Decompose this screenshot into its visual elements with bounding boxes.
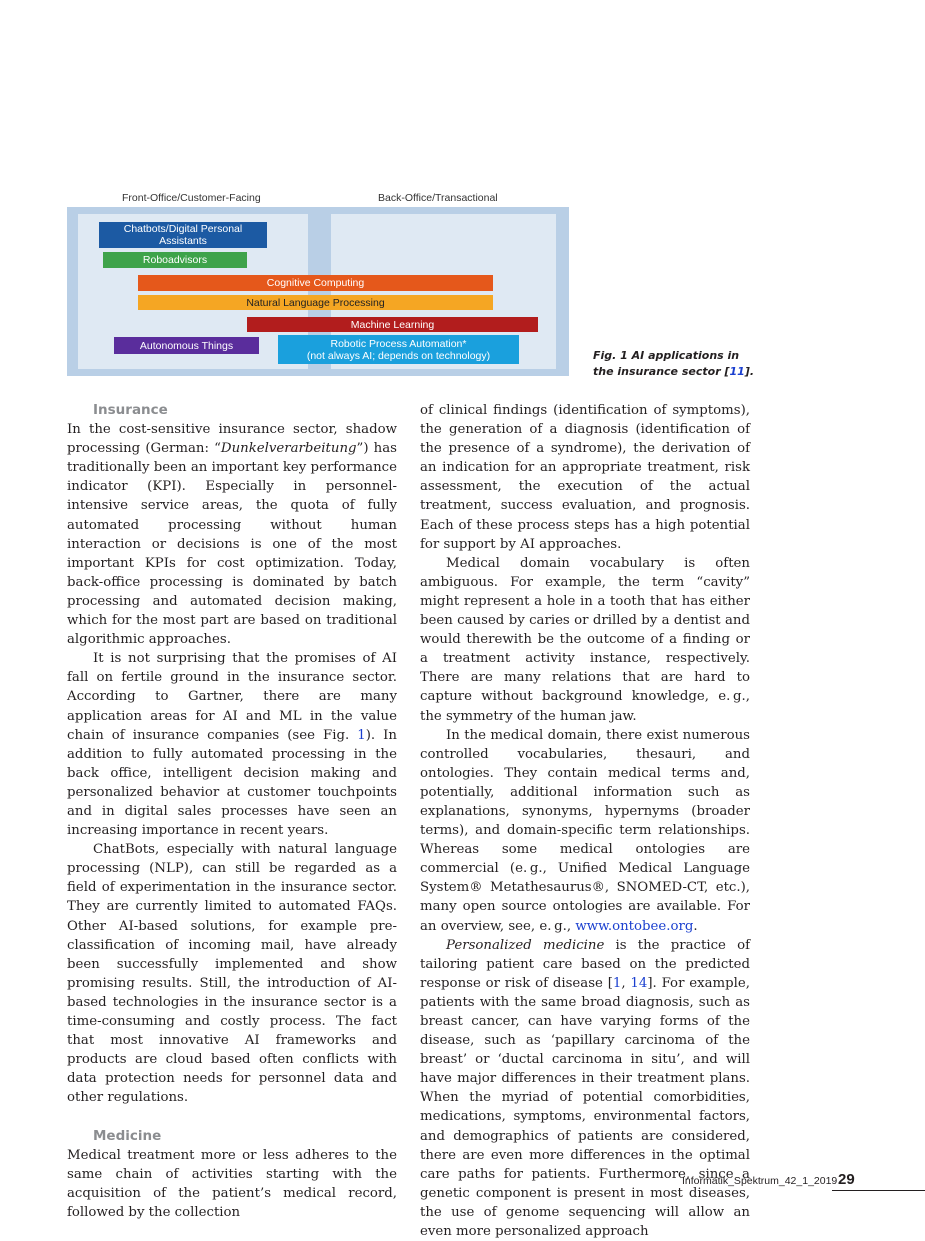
figure-1 — [67, 186, 569, 376]
bar-chatbots — [99, 222, 267, 248]
citation-link[interactable]: 14 — [630, 975, 648, 991]
bar-autonomous-things — [114, 337, 259, 354]
text: In the cost-sensitive insurance sector, shadow processing (German: “ — [67, 422, 397, 457]
bar-nlp-label: Natural Language Processing — [246, 296, 385, 309]
paragraph: Medical treatment more or less adheres to the same chain of activities starting with the acquisition of the patient’s medical record, followed by the collection — [67, 1147, 397, 1220]
right-column — [420, 401, 750, 1241]
text: . — [693, 918, 698, 934]
figure-panel — [67, 207, 569, 376]
paragraph — [67, 420, 397, 649]
bar-rpa-line2: (not always AI; depends on technology) — [306, 349, 491, 362]
text: In the medical domain, there exist numerous controlled vocabularies, thesauri, and ontologies. They contain medical terms and, potentially, additional information such as explanations, synonyms, hypernyms (broader terms), and domain-specific term relationships. Whereas some medical ontologies are commercial (e. g., Unified Medical Language System® Metathesaurus®, SNOMED-CT, etc.), many open source ontologies are available. For an overview, see, e. g., — [420, 727, 750, 934]
caption-ref-link[interactable]: 11 — [729, 365, 745, 378]
paragraph: of clinical findings (identification of symptoms), the generation of a diagnosis (identification of the presence of a syndrome), the derivation of an indication for an appropriate treatment, risk assessment, the execution of the actual treatment, success evaluation, and prognosis. Each of these process steps has a high potential for support by AI approaches. — [420, 403, 750, 552]
paragraph — [67, 649, 397, 840]
section-heading-insurance: Insurance — [93, 402, 168, 418]
section-heading-medicine: Medicine — [93, 1127, 162, 1144]
bar-autonomous-label: Autonomous Things — [139, 339, 234, 352]
bar-ml-label: Machine Learning — [350, 318, 435, 331]
bar-chatbots-line1: Chatbots/Digital Personal — [123, 223, 243, 235]
paragraph — [420, 726, 750, 936]
text: ”) has traditionally been an important key performance indicator (KPI). Especially in personnel-intensive service areas, the quota of fully automated processing without human interaction or decisions is one of the most important KPIs for cost optimization. Today, back-office processing is dominated by batch processing and automated decision making, which for the most part are based on traditional algorithmic approaches. — [67, 441, 398, 648]
bar-cognitive-label: Cognitive Computing — [266, 277, 365, 289]
bar-nlp — [138, 295, 493, 310]
italic-term: Personalized medicine — [446, 937, 605, 953]
text: ]. For example, patients with the same broad diagnosis, such as breast cancer, can have varying forms of the disease, such as ‘papillary carcinoma of the breast’ or ‘ductal carcinoma in situ’, and will have major differences in their treatment plans. When the myriad of potential comorbidities, medications, symptoms, environmental factors, and demographics of patients are considered, there are even more differences in the optimal care paths for patients. Furthermore, since a genetic component is present in most diseases, the use of genome sequencing will allow an even more personalized approach — [420, 975, 750, 1240]
bar-chatbots-line2: Assistants — [159, 235, 207, 247]
caption-end: ]. — [744, 365, 755, 378]
paragraph — [420, 936, 750, 1241]
text: , — [621, 975, 631, 991]
bar-rpa-line1: Robotic Process Automation* — [330, 337, 467, 350]
figure-caption — [593, 348, 763, 380]
bar-rpa — [278, 335, 519, 364]
italic-term: Dunkelverarbeitung — [220, 441, 357, 457]
text: ). In addition to fully automated processing in the back office, intelligent decision making and personalized behavior at customer touchpoints and in digital sales processes have seen an increasing importance in recent years. — [67, 727, 397, 839]
text: It is not surprising that the promises of AI fall on fertile ground in the insurance sector. According to Gartner, there are many application areas for AI and ML in the value chain of insurance companies (see Fig. — [67, 651, 397, 743]
ontobee-link[interactable]: www.ontobee.org — [575, 918, 694, 934]
bar-roboadvisors-label: Roboadvisors — [142, 254, 208, 266]
bar-machine-learning — [247, 317, 538, 332]
journal-footer: Informatik_Spektrum_42_1_2019 — [682, 1175, 838, 1187]
figure-header-back-office: Back-Office/Transactional — [378, 192, 498, 204]
footer-rule — [832, 1190, 925, 1191]
paragraph: ChatBots, especially with natural language processing (NLP), can still be regarded as a field of experimentation in the insurance sector. They are currently limited to automated FAQs. Other AI-based solutions, for example pre-classification of incoming mail, have already been successfully implemented and show promising results. Still, the introduction of AI-based technologies in the insurance sector is a time-consuming and costly process. The fact that most innovative AI frameworks and products are cloud based often conflicts with data protection needs for personnel data and other regulations. — [67, 842, 397, 1106]
figure-header-front-office: Front-Office/Customer-Facing — [122, 192, 261, 204]
page-number: 29 — [838, 1171, 855, 1188]
citation-link[interactable]: 1 — [612, 975, 622, 991]
bar-cognitive-computing — [138, 275, 493, 291]
caption-text: Fig. 1 AI applications in the insurance sector [ — [593, 349, 740, 378]
left-column — [67, 401, 397, 1222]
spacer — [67, 1107, 397, 1126]
bar-roboadvisors — [103, 252, 247, 268]
figure-ref-link[interactable]: 1 — [357, 727, 366, 743]
text: is the practice of tailoring patient care based on the predicted response or risk of disease [ — [420, 937, 750, 991]
paragraph: Medical domain vocabulary is often ambiguous. For example, the term “cavity” might represent a hole in a tooth that has either been caused by caries or drilled by a dentist and would therewith be the outcome of a finding or a treatment activity instance, respectively. There are many relations that are hard to capture without background knowledge, e. g., the symmetry of the human jaw. — [420, 555, 750, 724]
